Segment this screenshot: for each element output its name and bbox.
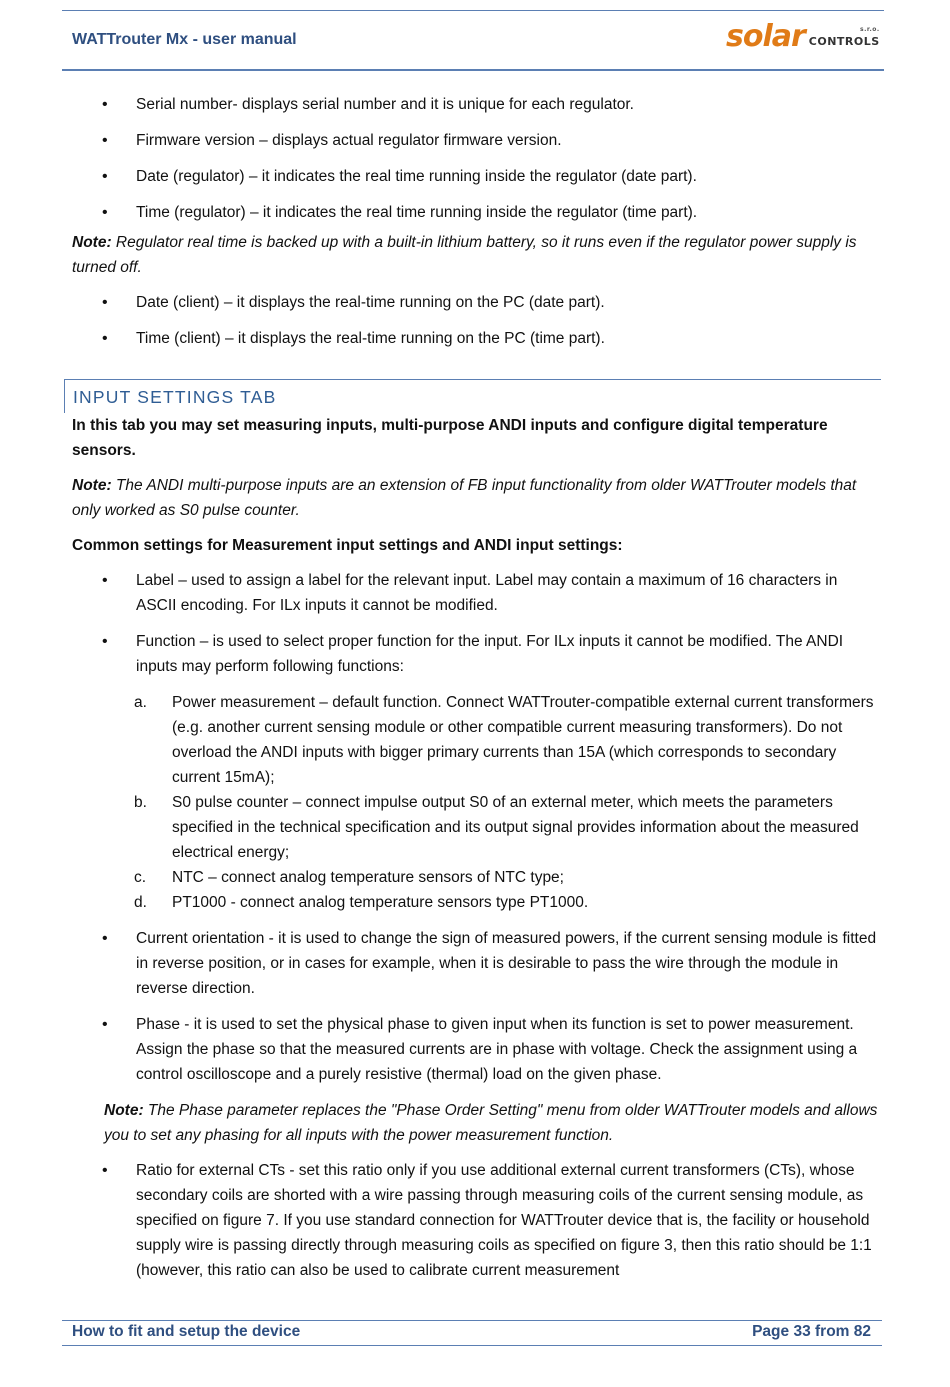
note-text: Regulator real time is backed up with a built-in lithium battery, so it runs even if the regulator power supply is turned off. [72,234,857,276]
list-letter: b. [134,794,147,811]
bullet-time-regulator: • Time (regulator) – it indicates the real time running inside the regulator (time part). [72,200,878,225]
common-settings-heading: Common settings for Measurement input settings and ANDI input settings: [72,537,623,554]
bullet-date-regulator: • Date (regulator) – it indicates the real time running inside the regulator (date part). [72,164,878,189]
footer-chapter-title: How to fit and setup the device [72,1323,301,1340]
footer-rule-bottom [62,1345,882,1346]
function-item-s0 [72,790,878,865]
footer-rule-top [62,1320,882,1321]
function-item-power [72,690,878,790]
function-list [72,690,878,915]
list-text: Power measurement – default function. Connect WATTrouter-compatible external current transformers (e.g. another current sensing module or other compatible current measuring transformers). Do not overload the ANDI inputs with bigger primary currents than 15A (which corresponds to secondary current 15mA); [172,694,874,786]
list-letter: a. [134,694,147,711]
function-item-ntc [72,865,878,890]
bullet-date-client: • Date (client) – it displays the real-time running on the PC (date part). [72,290,878,315]
bullet-ratio-external-cts: • Ratio for external CTs - set this ratio only if you use additional external current transformers (CTs), whose secondary coils are shorted with a wire passing through measuring coils of the current sensing module, as specified on figure 7. If you use standard connection for WATTrouter device that is, the facility or household supply wire is passing directly through measuring coils as specified on figure 3, then this ratio should be 1:1 (however, this ratio can also be used to calibrate current measurement [72,1158,878,1283]
list-text: NTC – connect analog temperature sensors of NTC type; [172,869,564,886]
list-letter: c. [134,869,147,886]
bullet-current-orientation: • Current orientation - it is used to change the sign of measured powers, if the current sensing module is fitted in reverse position, or in cases for example, when it is desirable to pass the wire through the module in reverse direction. [72,926,878,1001]
header-rule-bottom [62,69,884,71]
bullet-firmware-version: • Firmware version – displays actual regulator firmware version. [72,128,878,153]
header-rule-top [62,10,884,11]
section-intro: In this tab you may set measuring inputs, multi-purpose ANDI inputs and configure digital temperature sensors. [72,417,828,459]
note-andi [72,473,878,523]
bullet-label: • Label – used to assign a label for the relevant input. Label may contain a maximum of 16 characters in ASCII encoding. For ILx inputs it cannot be modified. [72,568,878,618]
list-letter: d. [134,894,147,911]
note-phase [72,1098,878,1148]
solar-controls-logo [726,19,880,54]
page-content [72,92,878,1294]
note-label: Note: [72,234,112,251]
section-heading-input-settings: INPUT SETTINGS TAB [64,379,881,413]
list-text: S0 pulse counter – connect impulse output S0 of an external meter, which meets the parameters specified in the technical specification and its output signal provides information about the measured electrical energy; [172,794,859,861]
note-label: Note: [72,477,112,494]
document-title: WATTrouter Mx - user manual [72,31,297,48]
bullet-phase: • Phase - it is used to set the physical phase to given input when its function is set to power measurement. Assign the phase so that the measured currents are in phase with voltage. Check the assignment using a control oscilloscope and a purely resistive (thermal) load on the given phase. [72,1012,878,1087]
logo-sro: s.r.o. [860,26,880,33]
footer-page-number: Page 33 from 82 [752,1323,871,1340]
note-label: Note: [104,1102,144,1119]
logo-subtitle [808,26,880,48]
logo-controls-text: CONTROLS [808,35,880,48]
bullet-serial-number: • Serial number- displays serial number and it is unique for each regulator. [72,92,878,117]
note-battery [72,230,878,280]
bullet-time-client: • Time (client) – it displays the real-time running on the PC (time part). [72,326,878,351]
list-text: PT1000 - connect analog temperature sensors type PT1000. [172,894,589,911]
bullet-function: • Function – is used to select proper function for the input. For ILx inputs it cannot be modified. The ANDI inputs may perform following functions: [72,629,878,679]
function-item-pt1000 [72,890,878,915]
logo-wordmark: solar [726,19,805,54]
note-text: The ANDI multi-purpose inputs are an extension of FB input functionality from older WATTrouter models that only worked as S0 pulse counter. [72,477,857,519]
note-text: The Phase parameter replaces the "Phase Order Setting" menu from older WATTrouter models and allows you to set any phasing for all inputs with the power measurement function. [104,1102,878,1144]
